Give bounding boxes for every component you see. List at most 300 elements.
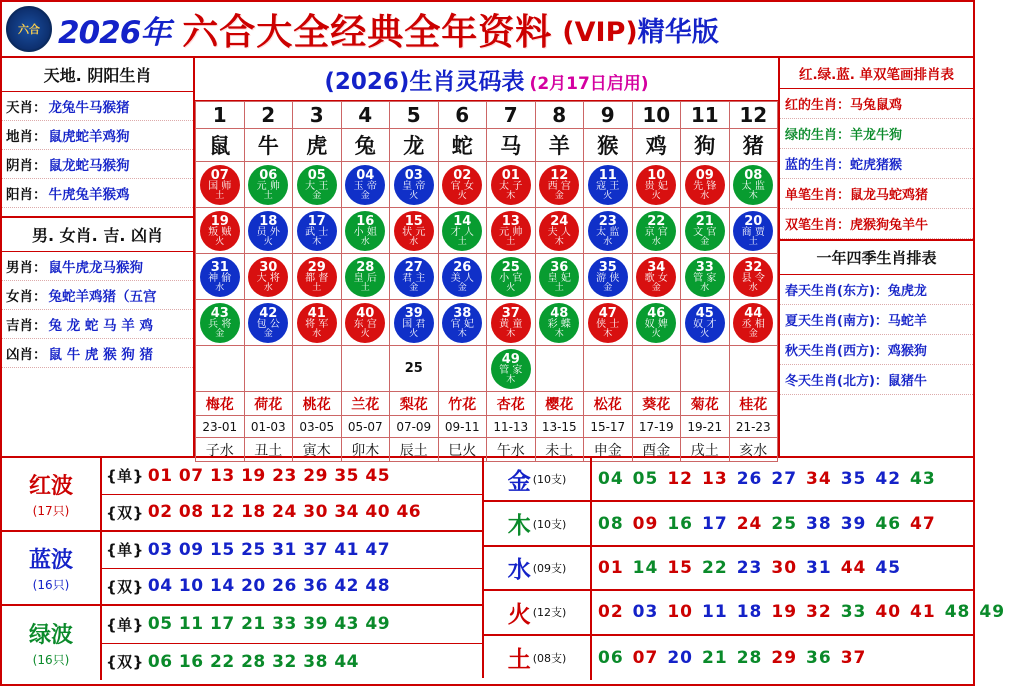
ball-row [196, 208, 778, 254]
flower-name: 葵花 [632, 392, 681, 416]
ball-cell[interactable] [341, 254, 390, 300]
ball-title: 奴 才 [693, 318, 717, 330]
element-label [484, 591, 592, 633]
ball-number: 32 [744, 259, 763, 275]
number-ball[interactable] [200, 257, 240, 297]
element-number[interactable]: 45 [875, 557, 902, 578]
branch-element: 申金 [584, 438, 633, 462]
ball-cell[interactable] [390, 162, 439, 208]
zodiac-name: 鸡 [632, 129, 681, 162]
ball-cell[interactable] [487, 346, 536, 392]
ball-title: 美 人 [450, 272, 474, 284]
ball-cell[interactable] [632, 346, 681, 392]
ball-number: 06 [259, 167, 278, 183]
col-index: 10 [632, 102, 681, 129]
element-number[interactable]: 42 [875, 469, 902, 490]
wave-count: (17只) [32, 504, 70, 518]
left-title-2: 男. 女肖. 吉. 凶肖 [2, 218, 193, 252]
wave-odd-row [102, 458, 482, 494]
number-ball[interactable] [491, 349, 531, 389]
ball-number: 25 [404, 361, 423, 376]
number-ball[interactable] [491, 303, 531, 343]
number-ball[interactable] [539, 165, 579, 205]
element-number[interactable]: 04 [598, 469, 624, 490]
ball-cell[interactable] [632, 162, 681, 208]
number-ball[interactable] [685, 303, 725, 343]
element-number[interactable]: 49 [979, 602, 1006, 623]
zodiac-code-table [195, 58, 780, 459]
ball-number: 49 [501, 351, 520, 367]
element-label [484, 636, 592, 680]
number-ball[interactable] [539, 303, 579, 343]
ball-element: 水 [651, 236, 661, 247]
ball-element: 金 [215, 328, 225, 339]
col-index: 6 [438, 102, 487, 129]
element-number[interactable]: 21 [702, 647, 728, 668]
number-ball[interactable] [442, 165, 482, 205]
ball-cell[interactable] [293, 254, 342, 300]
ball-title: 西 宫 [547, 180, 571, 192]
ball-cell[interactable] [632, 208, 681, 254]
ball-title: 状 元 [402, 226, 426, 238]
ball-cell[interactable] [438, 346, 487, 392]
ball-number: 17 [307, 213, 326, 229]
ball-title: 君 主 [402, 272, 426, 284]
even-tag: {双} [106, 577, 144, 596]
zodiac-name: 兔 [341, 129, 390, 162]
ball-element: 水 [603, 236, 613, 247]
ball-title: 文 官 [693, 226, 717, 238]
year-label: 2026年 [58, 14, 171, 51]
ball-element: 金 [603, 282, 613, 293]
number-ball[interactable] [539, 257, 579, 297]
ball-cell[interactable] [390, 254, 439, 300]
stroke-title-text: 红.绿.蓝. 单双笔画排肖表 [798, 67, 955, 83]
ball-title: 武 士 [305, 226, 329, 238]
element-number[interactable]: 06 [598, 647, 624, 668]
ball-cell[interactable] [681, 346, 730, 392]
stroke-line: 绿的生肖：羊龙牛狗 [780, 119, 973, 149]
element-number[interactable]: 03 [632, 602, 659, 623]
number-ball[interactable] [394, 165, 434, 205]
ball-cell[interactable] [196, 162, 245, 208]
number-ball[interactable] [297, 257, 337, 297]
left-column [2, 58, 195, 456]
element-number[interactable]: 24 [736, 513, 763, 534]
ball-number: 48 [550, 305, 569, 321]
number-ball[interactable] [442, 303, 482, 343]
number-ball[interactable] [345, 257, 385, 297]
time-range: 11-13 [487, 416, 536, 438]
ball-cell[interactable] [535, 300, 584, 346]
ball-title: 玉 帝 [353, 180, 377, 192]
element-number[interactable]: 28 [736, 647, 763, 668]
element-name: 土 [507, 647, 531, 674]
ball-cell[interactable] [390, 208, 439, 254]
flower-name: 竹花 [438, 392, 487, 416]
element-number[interactable]: 16 [667, 513, 694, 534]
ball-title: 丞 相 [741, 318, 765, 330]
ball-cell[interactable] [632, 254, 681, 300]
number-ball[interactable] [200, 165, 240, 205]
page-header [2, 2, 973, 56]
element-number[interactable]: 29 [771, 647, 798, 668]
wave-table [2, 458, 484, 678]
number-ball[interactable] [539, 211, 579, 251]
element-number[interactable]: 01 [598, 557, 624, 578]
col-index: 9 [584, 102, 633, 129]
element-number[interactable]: 12 [667, 469, 694, 490]
ball-number: 42 [259, 305, 278, 321]
season-line: 夏天生肖(南方)：马蛇羊 [780, 305, 973, 335]
ball-cell[interactable] [729, 346, 778, 392]
element-name: 火 [507, 601, 531, 628]
time-range: 15-17 [584, 416, 633, 438]
number-ball[interactable] [200, 211, 240, 251]
element-number[interactable]: 34 [806, 469, 832, 490]
element-number[interactable]: 30 [771, 557, 798, 578]
ball-cell[interactable] [196, 208, 245, 254]
row-label: 女肖： [6, 289, 47, 305]
ball-cell[interactable] [584, 346, 633, 392]
ball-cell[interactable] [729, 254, 778, 300]
ball-number: 18 [259, 213, 278, 229]
number-ball[interactable] [394, 257, 434, 297]
ball-cell[interactable] [487, 162, 536, 208]
element-number[interactable]: 10 [667, 602, 694, 623]
element-number[interactable]: 17 [702, 513, 728, 534]
number-ball[interactable] [394, 303, 434, 343]
wave-label [2, 458, 102, 530]
ball-cell[interactable] [487, 208, 536, 254]
branch-element: 辰土 [390, 438, 439, 462]
ball-cell[interactable] [729, 300, 778, 346]
number-ball[interactable] [248, 257, 288, 297]
ball-element: 土 [263, 190, 273, 201]
ball-cell[interactable] [681, 162, 730, 208]
element-number[interactable]: 46 [875, 513, 902, 534]
element-number[interactable]: 40 [875, 602, 902, 623]
ball-number: 20 [744, 213, 763, 229]
ball-cell[interactable] [729, 162, 778, 208]
main-body [2, 56, 973, 459]
element-number[interactable]: 32 [806, 602, 832, 623]
zodiac-name: 虎 [293, 129, 342, 162]
odd-tag: {单} [106, 467, 144, 486]
ball-title: 包 公 [256, 318, 280, 330]
time-range: 09-11 [438, 416, 487, 438]
branch-element: 未土 [535, 438, 584, 462]
element-number[interactable]: 19 [771, 602, 798, 623]
number-ball[interactable] [588, 211, 628, 251]
ball-cell[interactable] [293, 162, 342, 208]
element-count: (12支) [532, 606, 567, 620]
ball-cell[interactable] [535, 254, 584, 300]
element-number[interactable]: 25 [771, 513, 798, 534]
ball-number: 08 [744, 167, 763, 183]
ball-cell[interactable] [584, 254, 633, 300]
number-ball[interactable] [200, 303, 240, 343]
element-number[interactable]: 13 [702, 469, 728, 490]
page-title: 六合大全经典全年资料 [182, 11, 553, 53]
row-value: 兔 龙 蛇 马 羊 鸡 [48, 318, 153, 334]
ball-cell[interactable] [487, 254, 536, 300]
flower-name: 兰花 [341, 392, 390, 416]
row-value: 兔蛇羊鸡猪（五宫 [48, 289, 157, 305]
ball-cell[interactable] [244, 208, 293, 254]
element-number[interactable]: 39 [840, 513, 867, 534]
row-label: 阴肖： [6, 158, 47, 174]
ball-element: 土 [457, 236, 467, 247]
ball-title: 才 人 [450, 226, 474, 238]
element-number[interactable]: 43 [910, 469, 936, 490]
ball-title: 皇 妃 [547, 272, 571, 284]
number-ball[interactable] [733, 303, 773, 343]
number-ball[interactable] [345, 211, 385, 251]
time-range: 23-01 [196, 416, 245, 438]
number-ball[interactable] [733, 257, 773, 297]
number-ball[interactable] [442, 211, 482, 251]
ball-title: 彩 蝶 [547, 318, 571, 330]
ball-cell[interactable] [487, 300, 536, 346]
number-ball[interactable] [345, 165, 385, 205]
ball-title: 大 将 [256, 272, 280, 284]
ball-title: 小 姐 [353, 226, 377, 238]
element-number[interactable]: 38 [806, 513, 832, 534]
element-number[interactable]: 35 [840, 469, 867, 490]
left-row [2, 310, 193, 339]
element-number[interactable]: 44 [840, 557, 867, 578]
zodiac-title-main: (2026)生肖灵码表 [324, 69, 525, 95]
ball-cell[interactable] [584, 162, 633, 208]
element-number[interactable]: 41 [910, 602, 936, 623]
element-number[interactable]: 27 [771, 469, 798, 490]
number-ball[interactable] [588, 165, 628, 205]
ball-cell[interactable] [244, 162, 293, 208]
ball-cell[interactable] [293, 208, 342, 254]
time-range: 19-21 [681, 416, 730, 438]
number-ball[interactable] [248, 303, 288, 343]
number-ball[interactable] [297, 165, 337, 205]
number-ball[interactable] [636, 211, 676, 251]
number-ball[interactable] [685, 257, 725, 297]
ball-number: 31 [210, 259, 229, 275]
row-label: 天肖： [6, 100, 47, 116]
number-ball[interactable] [442, 257, 482, 297]
ball-row [196, 346, 778, 392]
wave-even-row [102, 568, 482, 605]
ball-cell[interactable] [438, 300, 487, 346]
divider [2, 208, 193, 218]
ball-cell[interactable] [535, 346, 584, 392]
branch-element: 丑土 [244, 438, 293, 462]
ball-cell[interactable] [681, 300, 730, 346]
element-number[interactable]: 48 [944, 602, 971, 623]
number-ball[interactable] [636, 165, 676, 205]
flower-name: 梨花 [390, 392, 439, 416]
ball-rows [196, 162, 778, 392]
ball-number: 33 [695, 259, 714, 275]
ball-cell[interactable] [196, 346, 245, 392]
ball-cell[interactable] [681, 208, 730, 254]
ball-number: 02 [453, 167, 472, 183]
ball-cell[interactable] [390, 300, 439, 346]
odd-tag: {单} [106, 541, 144, 560]
number-ball[interactable] [394, 211, 434, 251]
stroke-line: 蓝的生肖：蛇虎猪猴 [780, 149, 973, 179]
number-ball[interactable] [297, 211, 337, 251]
zodiac-name: 牛 [244, 129, 293, 162]
left-row [2, 339, 193, 368]
number-ball[interactable] [394, 349, 434, 389]
number-ball[interactable] [733, 211, 773, 251]
ball-element: 火 [409, 328, 419, 339]
ball-cell[interactable] [196, 254, 245, 300]
col-index: 12 [729, 102, 778, 129]
ball-number: 03 [404, 167, 423, 183]
time-range: 13-15 [535, 416, 584, 438]
ball-cell[interactable] [438, 162, 487, 208]
ball-number: 11 [598, 167, 617, 183]
ball-element: 木 [554, 236, 564, 247]
element-number[interactable]: 18 [736, 602, 763, 623]
odd-numbers: 01 07 13 19 23 29 35 45 [147, 465, 391, 486]
ball-cell[interactable] [584, 300, 633, 346]
ball-cell[interactable] [535, 162, 584, 208]
number-ball[interactable] [297, 303, 337, 343]
element-name: 木 [507, 513, 531, 540]
ball-element: 火 [215, 236, 225, 247]
element-number[interactable]: 26 [736, 469, 763, 490]
row-value: 鼠牛虎龙马猴狗 [48, 260, 143, 276]
number-ball[interactable] [491, 165, 531, 205]
ball-cell[interactable] [196, 300, 245, 346]
ball-element: 火 [263, 236, 273, 247]
element-number[interactable]: 36 [806, 647, 832, 668]
element-number[interactable]: 14 [632, 557, 659, 578]
element-number[interactable]: 11 [702, 602, 728, 623]
ball-cell[interactable] [729, 208, 778, 254]
zodiac-name: 蛇 [438, 129, 487, 162]
odd-numbers: 03 09 15 25 31 37 41 47 [147, 539, 391, 560]
time-range: 05-07 [341, 416, 390, 438]
number-ball[interactable] [685, 211, 725, 251]
ball-cell[interactable] [535, 208, 584, 254]
ball-cell[interactable] [438, 254, 487, 300]
ball-cell[interactable] [341, 300, 390, 346]
number-ball[interactable] [636, 257, 676, 297]
number-ball[interactable] [588, 303, 628, 343]
ball-title: 叛 贼 [208, 226, 232, 238]
odd-numbers: 05 11 17 21 33 39 43 49 [147, 614, 391, 635]
ball-cell[interactable] [293, 346, 342, 392]
branch-element: 寅木 [293, 438, 342, 462]
ball-title: 夫 人 [547, 226, 571, 238]
ball-cell[interactable] [390, 346, 439, 392]
number-ball[interactable] [733, 165, 773, 205]
flower-name: 梅花 [196, 392, 245, 416]
ball-cell[interactable] [681, 254, 730, 300]
ball-title: 国 君 [402, 318, 426, 330]
ball-cell[interactable] [244, 346, 293, 392]
number-ball[interactable] [491, 211, 531, 251]
element-number[interactable]: 31 [806, 557, 832, 578]
element-number[interactable]: 20 [667, 647, 694, 668]
ball-element: 火 [651, 190, 661, 201]
zodiac-table-title [195, 58, 778, 101]
element-row [484, 502, 973, 546]
flower-name: 荷花 [244, 392, 293, 416]
element-number[interactable]: 47 [910, 513, 936, 534]
wave-row [2, 606, 482, 680]
ball-cell[interactable] [244, 254, 293, 300]
ball-element: 木 [312, 236, 322, 247]
element-number[interactable]: 33 [840, 602, 867, 623]
time-range: 21-23 [729, 416, 778, 438]
ball-cell[interactable] [341, 162, 390, 208]
ball-title: 太 监 [741, 180, 765, 192]
number-ball[interactable] [248, 211, 288, 251]
ball-cell[interactable] [244, 300, 293, 346]
number-ball[interactable] [491, 257, 531, 297]
ball-title: 东 宫 [353, 318, 377, 330]
ball-element: 火 [409, 190, 419, 201]
zodiac-name: 猴 [584, 129, 633, 162]
ball-cell[interactable] [438, 208, 487, 254]
zodiac-name: 羊 [535, 129, 584, 162]
bottom-section [2, 456, 1006, 678]
element-number[interactable]: 09 [632, 513, 659, 534]
element-number[interactable]: 07 [632, 647, 659, 668]
ball-number: 44 [744, 305, 763, 321]
ball-cell[interactable] [584, 208, 633, 254]
row-value: 鼠龙蛇马猴狗 [48, 158, 130, 174]
element-number[interactable]: 15 [667, 557, 694, 578]
element-number[interactable]: 05 [632, 469, 659, 490]
flower-name: 松花 [584, 392, 633, 416]
number-ball[interactable] [636, 303, 676, 343]
ball-element: 水 [748, 282, 758, 293]
stroke-line: 单笔生肖：鼠龙马蛇鸡猪 [780, 179, 973, 209]
element-number[interactable]: 02 [598, 602, 624, 623]
number-ball[interactable] [588, 257, 628, 297]
ball-element: 土 [360, 282, 370, 293]
stroke-line: 红的生肖：马兔鼠鸡 [780, 89, 973, 119]
even-numbers: 02 08 12 18 24 30 34 40 46 [147, 502, 422, 523]
element-number[interactable]: 23 [736, 557, 763, 578]
five-element-table [484, 458, 1006, 678]
ball-element: 水 [409, 236, 419, 247]
ball-cell[interactable] [341, 346, 390, 392]
number-ball[interactable] [248, 165, 288, 205]
ball-cell[interactable] [341, 208, 390, 254]
element-number[interactable]: 08 [598, 513, 624, 534]
branch-element: 亥水 [729, 438, 778, 462]
ball-title: 国 师 [208, 180, 232, 192]
number-ball[interactable] [345, 303, 385, 343]
element-row [484, 547, 973, 591]
site-logo: 六合 [6, 6, 52, 52]
ball-element: 金 [457, 282, 467, 293]
ball-cell[interactable] [632, 300, 681, 346]
ball-cell[interactable] [293, 300, 342, 346]
zodiac-name: 鼠 [196, 129, 245, 162]
element-number[interactable]: 37 [840, 647, 867, 668]
element-number[interactable]: 22 [702, 557, 728, 578]
number-ball[interactable] [685, 165, 725, 205]
ball-number: 07 [210, 167, 229, 183]
ball-element: 水 [360, 236, 370, 247]
